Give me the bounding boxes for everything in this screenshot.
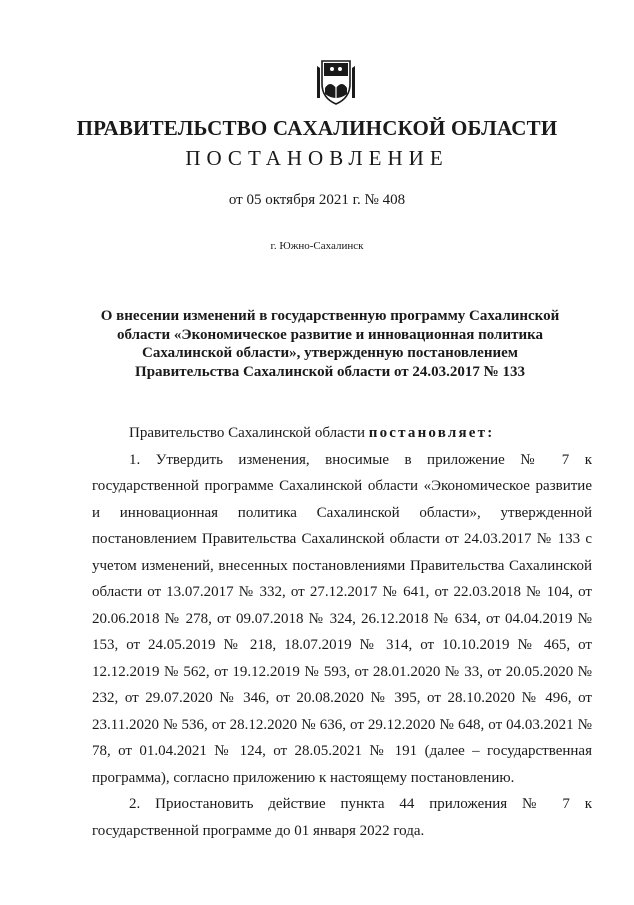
organization-name: ПРАВИТЕЛЬСТВО САХАЛИНСКОЙ ОБЛАСТИ: [76, 116, 558, 140]
title-line: Правительства Сахалинской области от 24.03.2017 № 133: [135, 363, 525, 380]
document-body: [92, 420, 592, 844]
intro-paragraph: [92, 420, 592, 447]
title-line: области «Экономическое развитие и инновационная политика: [116, 326, 544, 343]
paragraph-1: 1. Утвердить изменения, вносимые в приложение № 7 к государственной программе Сахалинской области «Экономическое развитие и инновационная политика Сахалинской области», утвержденной постановлением Правительства Сахалинской области от 24.03.2017 № 133 с учетом изменений, внесенных постановлениями Правительства Сахалинской области от 13.07.2017 № 332, от 27.12.2017 № 641, от 22.03.2018 № 104, от 20.06.2018 № 278, от 09.07.2018 № 324, 26.12.2018 № 634, от 04.04.2019 № 153, от 24.05.2019 № 218, 18.07.2019 № 314, от 10.10.2019 № 465, от 12.12.2019 № 562, от 19.12.2019 № 593, от 28.01.2020 № 33, от 20.05.2020 № 232, от 29.07.2020 № 346, от 20.08.2020 № 395, от 28.10.2020 № 496, от 23.11.2020 № 536, от 28.12.2020 № 636, от 29.12.2020 № 648, от 04.03.2021 № 78, от 01.04.2021 № 124, от 28.05.2021 № 191 (далее – государственная программа), согласно приложению к настоящему постановлению.: [92, 451, 592, 786]
intro-text: Правительство Сахалинской области: [129, 425, 369, 441]
sakhalin-coat-of-arms-icon: [314, 58, 358, 106]
document-type: ПОСТАНОВЛЕНИЕ: [185, 146, 449, 170]
paragraph-2: 2. Приостановить действие пункта 44 приложения № 7 к государственной программе до 01 января 2022 года.: [92, 796, 592, 839]
title-line: Сахалинской области», утвержденную постановлением: [141, 345, 519, 361]
resolution-keyword: постановляет:: [368, 425, 495, 441]
document-title: [92, 307, 568, 381]
document-city: г. Южно-Сахалинск: [270, 240, 364, 252]
title-line: О внесении изменений в государственную программу Сахалинской: [100, 308, 560, 324]
document-date-number: от 05 октября 2021 г. № 408: [228, 192, 406, 208]
